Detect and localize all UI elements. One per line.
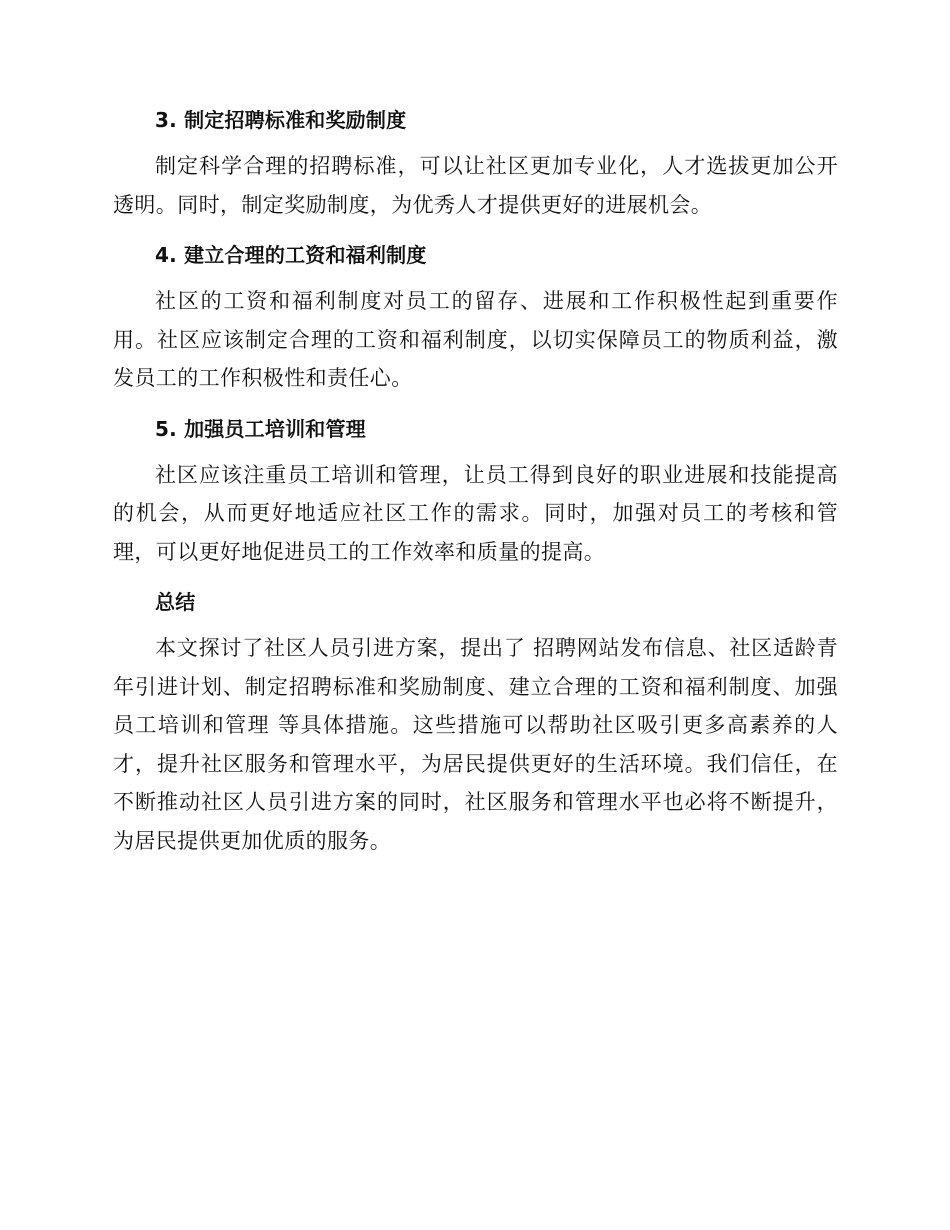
- section-paragraph-5: 社区应该注重员工培训和管理，让员工得到良好的职业进展和技能提高的机会，从而更好地适应社区工作的需求。同时，加强对员工的考核和管理，可以更好地促进员工的工作效率和质量的提高。: [113, 462, 838, 564]
- document-body: [113, 105, 838, 860]
- section-heading-3: 3. 制定招聘标准和奖励制度: [155, 108, 407, 132]
- section-paragraph-4: 社区的工资和福利制度对员工的留存、进展和工作积极性起到重要作用。社区应该制定合理的工资和福利制度，以切实保障员工的物质利益，激发员工的工作积极性和责任心。: [113, 289, 838, 390]
- section-heading-4: 4. 建立合理的工资和福利制度: [155, 243, 427, 267]
- section-heading-5: 5. 加强员工培训和管理: [155, 416, 366, 441]
- summary-paragraph: 本文探讨了社区人员引进方案，提出了 招聘网站发布信息、社区适龄青年引进计划、制定招聘标准和奖励制度、建立合理的工资和福利制度、加强员工培训和管理 等具体措施。这些措施可以帮助社区吸引更多高素养的人才，提升社区服务和管理水平，为居民提供更好的生活环境。我们信任，在不断推动社区人员引进方案的同时，社区服务和管理水平也必将不断提升，为居民提供更加优质的服务。: [113, 636, 838, 853]
- summary-heading: 总结: [155, 590, 196, 614]
- section-paragraph-3: 制定科学合理的招聘标准，可以让社区更加专业化，人才选拔更加公开透明。同时，制定奖励制度，为优秀人才提供更好的进展机会。: [113, 154, 838, 217]
